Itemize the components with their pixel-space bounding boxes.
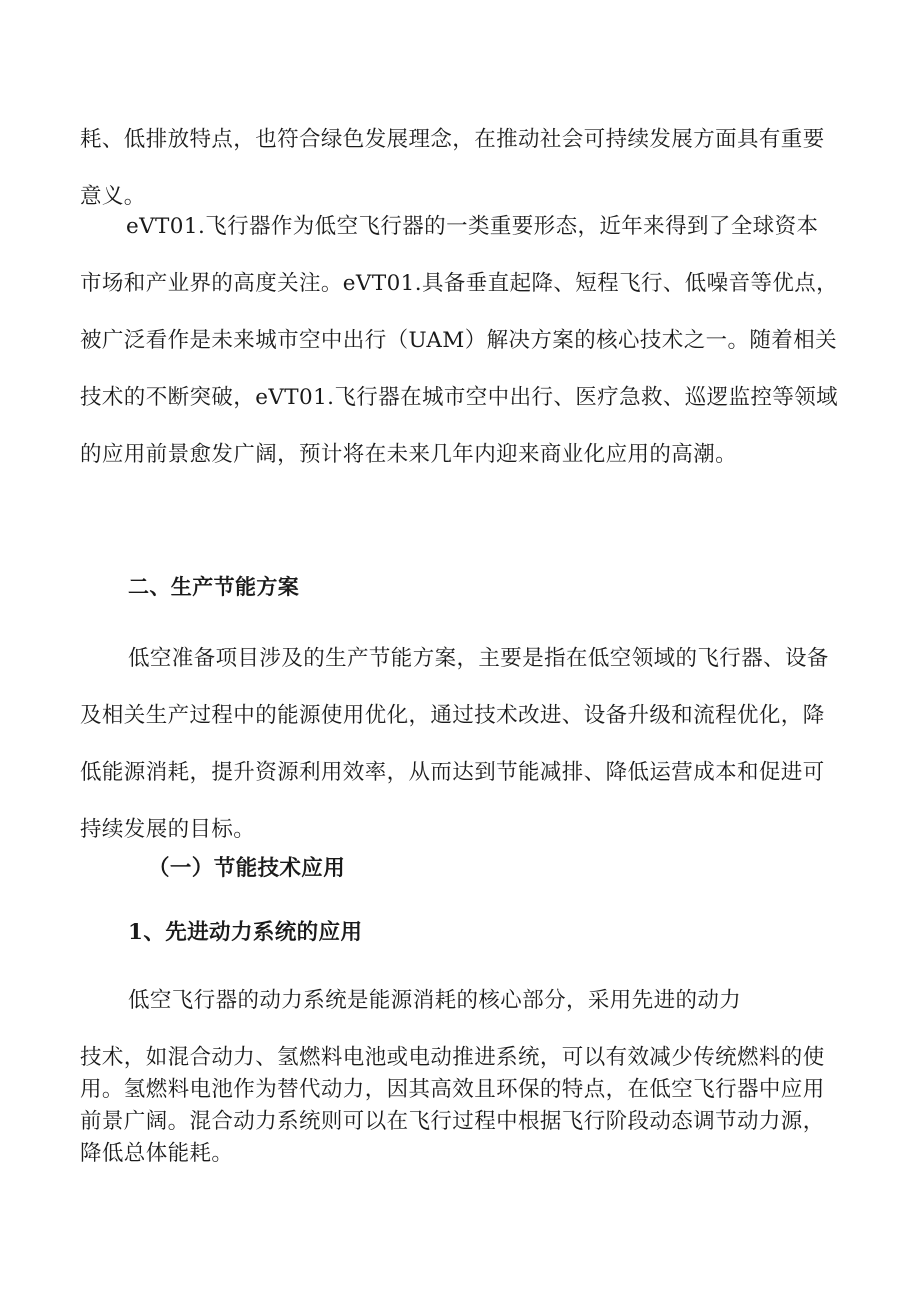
paragraph-energy-saving-intro: 低空准备项目涉及的生产节能方案，主要是指在低空领域的飞行器、设备及相关生产过程中的能源使用优化，通过技术改进、设备升级和流程优化，降低能源消耗，提升资源利用效率，从而达到节能减排、降低运营成本和促进可持续发展的目标。: [80, 646, 829, 842]
paragraph-power-system-detail: 技术，如混合动力、氢燃料电池或电动推进系统，可以有效减少传统燃料的使用。氢燃料电池作为替代动力，因其高效且环保的特点，在低空飞行器中应用前景广阔。混合动力系统则可以在飞行过程中根据飞行阶段动态调节动力源，降低总体能耗。: [80, 1045, 825, 1166]
section-heading-energy-saving: 二、生产节能方案: [128, 575, 300, 599]
subsection-heading-tech-application: （一）节能技术应用: [148, 856, 346, 881]
item-heading-power-system: 1、先进动力系统的应用: [128, 920, 363, 945]
paragraph-green-development: 耗、低排放特点，也符合绿色发展理念，在推动社会可持续发展方面具有重要意义。: [80, 127, 825, 209]
paragraph-evtol-overview: eVT01.飞行器作为低空飞行器的一类重要形态，近年来得到了全球资本市场和产业界的高度关注。eVT01.具备垂直起降、短程飞行、低噪音等优点，被广泛看作是未来城市空中出行（UAM）解决方案的核心技术之一。随着相关技术的不断突破，eVT01.飞行器在城市空中出行、医疗急救、巡逻监控等领域的应用前景愈发广阔，预计将在未来几年内迎来商业化应用的高潮。: [80, 214, 839, 467]
paragraph-power-system-lead: 低空飞行器的动力系统是能源消耗的核心部分，采用先进的动力: [128, 988, 742, 1013]
